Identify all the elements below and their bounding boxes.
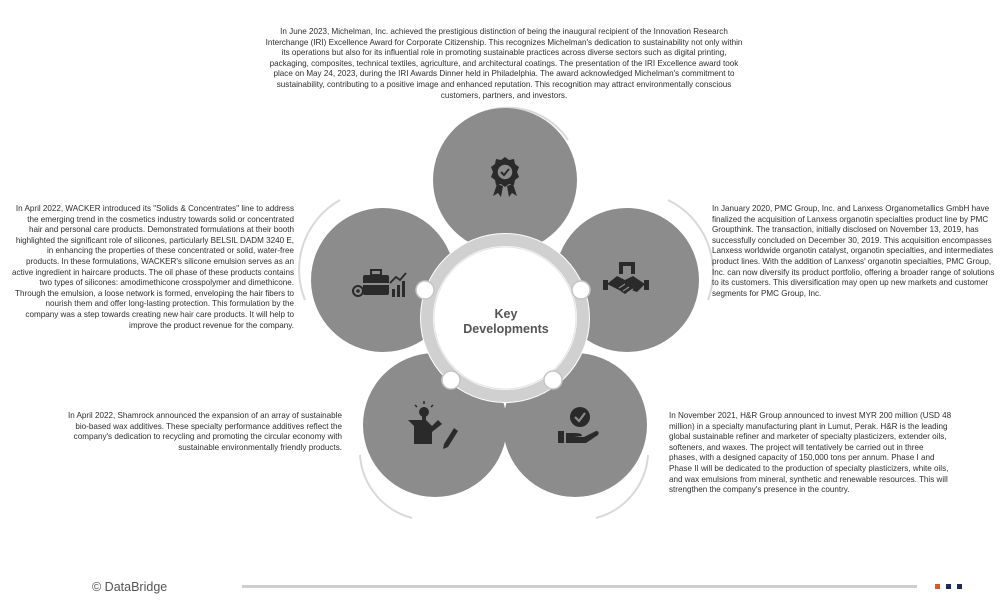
ring-node-bottom-right (544, 371, 562, 389)
center-title-line2: Developments (463, 322, 549, 336)
ring-node-left (416, 281, 434, 299)
footer-square-navy-1 (946, 584, 951, 589)
development-text-bottom-left: In April 2022, Shamrock announced the expansion of an array of sustainable bio-based wax additives. These specialty performance additives reflect the company's dedication to recycling and promoting the circular economy with sustainable environmentally friendly products. (67, 411, 342, 452)
center-title-line1: Key (494, 307, 518, 321)
footer-square-navy-2 (957, 584, 962, 589)
development-text-bottom-right: In November 2021, H&R Group announced to invest MYR 200 million (USD 48 million) in a specialty manufacturing plant in Lumut, Perak. H&R is the leading global sustainable refiner and marketer of specialty plasticizers, extender oils, softeners, and waxes. The project will tentatively be carried out in three phases, with a designed capacity of 150,000 tons per annum. Phase I and Phase II will be dedicated to the production of specialty plasticizers, white oils, and wax emulsions from mineral, synthetic and renewable resources. This will strengthen the company's presence in the country. (669, 411, 952, 495)
ring-node-bottom-left (442, 371, 460, 389)
footer-square-orange (935, 584, 940, 589)
ring-node-right (572, 281, 590, 299)
footer-logo: © DataBridge (92, 580, 168, 594)
development-text-right: In January 2020, PMC Group, Inc. and Lanxess Organometallics GmbH have finalized the acquisition of Lanxess organotin specialties product line by PMC Groupthink. The transaction, initially disclosed on November 13, 2019, has successfully concluded on December 30, 2019. This acquisition encompasses Lanxess worldwide organotin catalyst, organotin specialties, and intermediates product lines. With the addition of Lanxess' organotin specialties, PMC Group, Inc. can now diversify its product portfolio, offering a broader range of solutions to its customers. This diversification may open up new markets and customer segments for PMC Group, Inc. (712, 204, 995, 298)
footer-divider (242, 585, 917, 588)
development-text-top: In June 2023, Michelman, Inc. achieved the prestigious distinction of being the inaugural recipient of the Innovation Research Interchange (IRI) Excellence Award for Corporate Citizenship. This recognizes Michelman's dedication to sustainability not only within its operations but also for its influential role in promoting sustainable practices across diverse sectors such as digital printing, packaging, composites, technical textiles, agriculture, and architectural coatings. The presentation of the IRI Excellence award took place on May 24, 2023, during the IRI Awards Dinner held in Philadelphia. The award acknowledged Michelman's commitment to sustainability, contributing to a positive image and enhanced reputation. This recognition may attract environmentally conscious customers, partners, and investors. (265, 27, 743, 100)
development-text-left: In April 2022, WACKER introduced its "Solids & Concentrates" line to address the emerging trend in the cosmetics industry towards solid or concentrated hair and personal care products. Demonstrated formulations at their booth highlighted the significant role of silicones, particularly BELSIL DADM 3240 E, in enhancing the properties of these concentrated or solid, water-free products. In these formulations, WACKER's silicone emulsion serves as an active ingredient in haircare products. The oil phase of these products contains two types of silicones: amodimethicone crosspolymer and dimethicone. Through the emulsion, a loose network is formed, enveloping the hair fibers to nourish them and offer long-lasting protection. This formulation by the company was a step towards creating new hair care products. It will help to improve the product revenue for the company. (12, 204, 294, 330)
